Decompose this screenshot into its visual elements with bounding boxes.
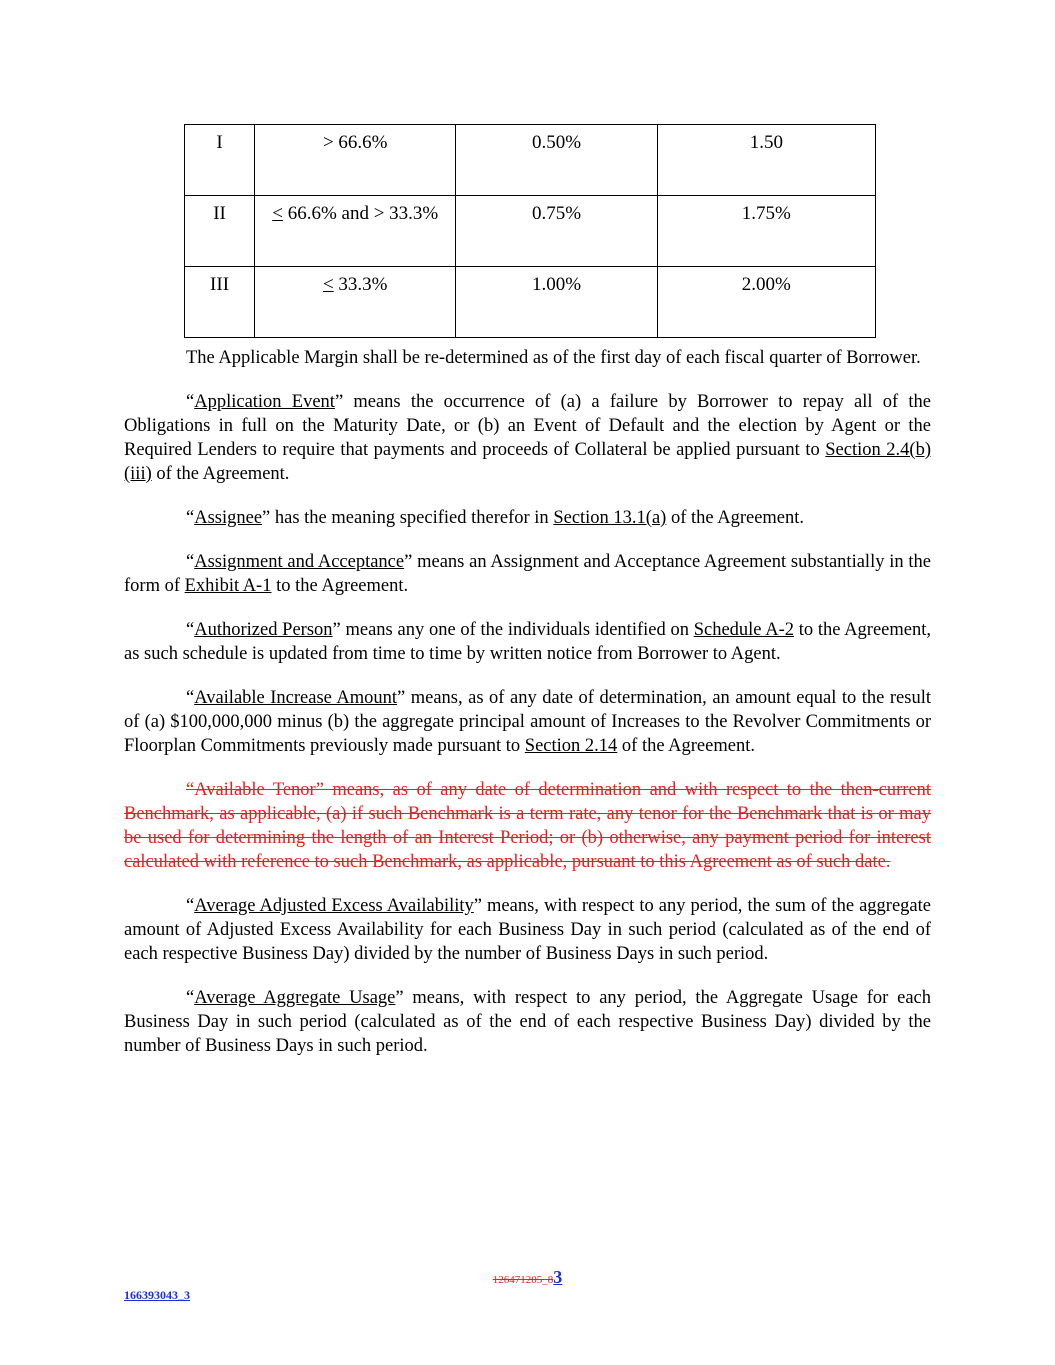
table-row — [185, 267, 876, 338]
defined-term: Available Increase Amount — [194, 688, 398, 708]
table-row — [185, 125, 876, 196]
level-cell: II — [185, 196, 255, 267]
definitions-body — [124, 346, 931, 1078]
deleted-document-id: 126471205_8 — [492, 1274, 554, 1286]
margin-a-cell: 0.50% — [456, 125, 657, 196]
ratio-cell: < 66.6% and > 33.3% — [255, 196, 456, 267]
definition-average-aggregate-usage: “Average Aggregate Usage” means, with respect to any period, the Aggregate Usage for each Business Day in such period (calculated as of the end of each respective Business Day) divided by the number of Business Days in such period. — [124, 988, 931, 1056]
margin-a-cell: 1.00% — [456, 267, 657, 338]
definition-assignee: “Assignee” has the meaning specified therefor in Section 13.1(a) of the Agreement. — [186, 508, 805, 528]
ratio-cell: > 66.6% — [255, 125, 456, 196]
applicable-margin-table — [184, 124, 876, 338]
definition-assignment-and-acceptance: “Assignment and Acceptance” means an Assignment and Acceptance Agreement substantially in the form of Exhibit A-1 to the Agreement. — [124, 552, 931, 596]
defined-term: Average Aggregate Usage — [194, 988, 396, 1008]
level-cell: I — [185, 125, 255, 196]
section-reference: Section 13.1(a) — [553, 508, 667, 528]
document-id: 166393043_3 — [124, 1288, 190, 1302]
defined-term: Assignment and Acceptance — [194, 552, 405, 572]
defined-term: Application Event — [194, 392, 335, 412]
section-reference: Section 2.4(b)(iii) — [124, 440, 931, 484]
ratio-cell: < 33.3% — [255, 267, 456, 338]
deleted-definition-available-tenor: “Available Tenor” means, as of any date of determination and with respect to the then-current Benchmark, as applicable, (a) if such Benchmark is a term rate, any tenor for the Benchmark that is or may be used for determining the length of an Interest Period; or (b) otherwise, any payment period for interest calculated with reference to such Benchmark, as applicable, pursuant to this Agreement as of such date. — [124, 780, 931, 872]
definition-application-event: “Application Event” means the occurrence of (a) a failure by Borrower to repay all of the Obligations in full on the Maturity Date, or (b) an Event of Default and the election by Agent or the Required Lenders to require that payments and proceeds of Collateral be applied pursuant to Section 2.4(b)(iii) of the Agreement. — [124, 392, 931, 484]
schedule-reference: Schedule A-2 — [693, 620, 795, 640]
exhibit-reference: Exhibit A-1 — [184, 576, 272, 596]
margin-a-cell: 0.75% — [456, 196, 657, 267]
definition-available-increase-amount: “Available Increase Amount” means, as of any date of determination, an amount equal to the result of (a) $100,000,000 minus (b) the aggregate principal amount of Increases to the Revolver Commitments or Floorplan Commitments previously made pursuant to Section 2.14 of the Agreement. — [124, 688, 931, 756]
definition-average-adjusted-excess-availability: “Average Adjusted Excess Availability” means, with respect to any period, the sum of the aggregate amount of Adjusted Excess Availability for each Business Day in such period (calculated as of the end of each respective Business Day) divided by the number of Business Days in such period. — [124, 896, 931, 964]
defined-term: Average Adjusted Excess Availability — [194, 896, 474, 916]
paragraph-applicable-margin: The Applicable Margin shall be re-determined as of the first day of each fiscal quarter of Borrower. — [186, 348, 921, 368]
margin-b-cell: 1.50 — [657, 125, 875, 196]
page-number: 3 — [553, 1267, 563, 1287]
section-reference: Section 2.14 — [524, 736, 618, 756]
defined-term: Authorized Person — [194, 620, 333, 640]
defined-term: Assignee — [194, 508, 263, 528]
margin-b-cell: 2.00% — [657, 267, 875, 338]
margin-b-cell: 1.75% — [657, 196, 875, 267]
level-cell: III — [185, 267, 255, 338]
table-row — [185, 196, 876, 267]
definition-authorized-person: “Authorized Person” means any one of the individuals identified on Schedule A-2 to the Agreement, as such schedule is updated from time to time by written notice from Borrower to Agent. — [124, 620, 932, 664]
defined-term: Available Tenor — [194, 780, 316, 800]
